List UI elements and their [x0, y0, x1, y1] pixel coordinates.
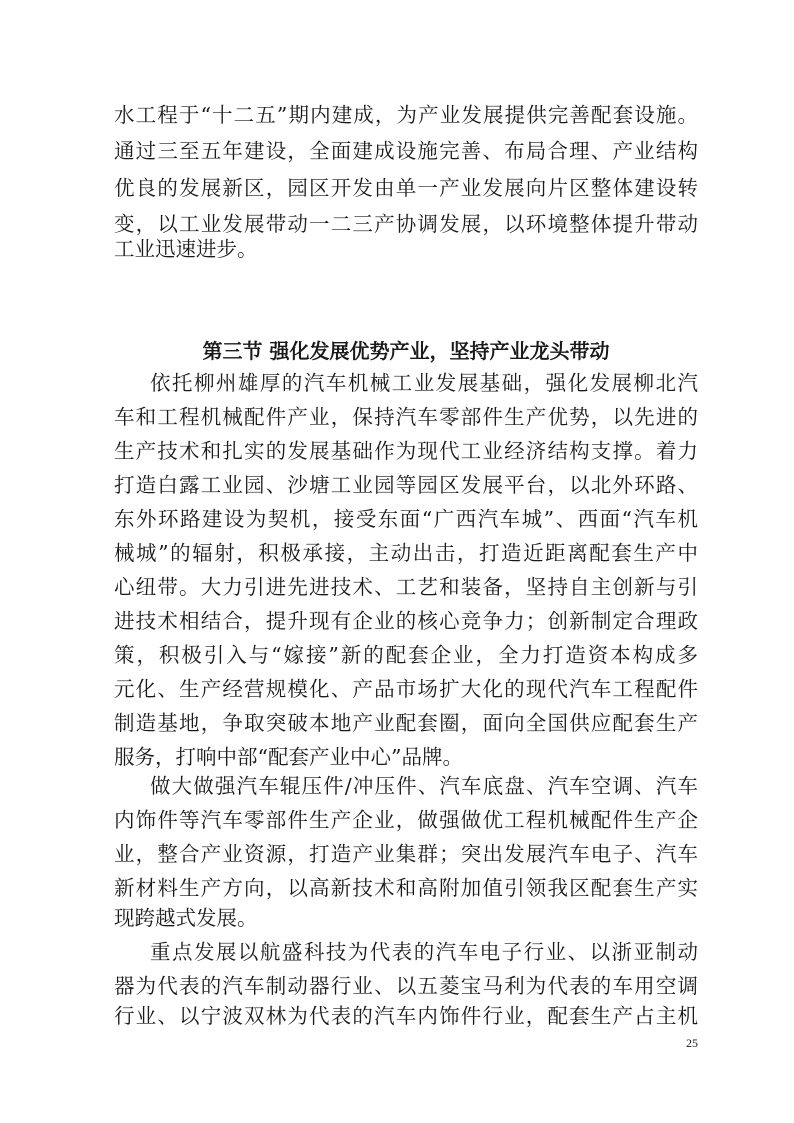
text-line: 心纽带。大力引进先进技术、工艺和装备，坚持自主创新与引: [114, 575, 698, 599]
text-line: 新材料生产方向，以高新技术和高附加值引领我区配套生产实: [114, 876, 698, 900]
text-line: 械城”的辐射，积极承接，主动出击，打造近距离配套生产中: [114, 541, 698, 565]
text-line: 元化、生产经营规模化、产品市场扩大化的现代汽车工程配件: [114, 677, 698, 701]
text-line: 器为代表的汽车制动器行业、以五菱宝马利为代表的车用空调: [114, 974, 698, 998]
text-line: 行业、以宁波双林为代表的汽车内饰件行业，配套生产占主机: [114, 1004, 698, 1028]
text-line: 现跨越式发展。: [114, 906, 258, 930]
text-line: 东外环路建设为契机，接受东面“广西汽车城”、西面“汽车机: [114, 507, 698, 531]
text-line: 做大做强汽车辊压件/冲压件、汽车底盘、汽车空调、汽车: [150, 774, 698, 798]
text-line: 生产技术和扎实的发展基础作为现代工业经济结构支撑。着力: [114, 439, 698, 463]
text-line: 服务，打响中部“配套产业中心”品牌。: [114, 745, 463, 769]
text-line: 依托柳州雄厚的汽车机械工业发展基础，强化发展柳北汽: [150, 371, 698, 395]
text-line: 制造基地，争取突破本地产业配套圈，面向全国供应配套生产: [114, 711, 698, 735]
text-line: 打造白露工业园、沙塘工业园等园区发展平台，以北外环路、: [114, 473, 698, 497]
section-heading: 第三节 强化发展优势产业，坚持产业龙头带动: [202, 339, 610, 363]
text-line: 工业迅速进步。: [114, 237, 258, 261]
text-line: 车和工程机械配件产业，保持汽车零部件生产优势，以先进的: [114, 405, 698, 429]
text-line: 重点发展以航盛科技为代表的汽车电子行业、以浙亚制动: [150, 940, 698, 964]
text-line: 通过三至五年建设，全面建成设施完善、布局合理、产业结构: [114, 139, 698, 163]
text-line: 变，以工业发展带动一二三产协调发展，以环境整体提升带动: [114, 212, 698, 236]
text-line: 业，整合产业资源，打造产业集群；突出发展汽车电子、汽车: [114, 842, 698, 866]
page-number: 25: [686, 1036, 698, 1050]
text-line: 优良的发展新区，园区开发由单一产业发展向片区整体建设转: [114, 176, 698, 200]
text-line: 水工程于“十二五”期内建成，为产业发展提供完善配套设施。: [114, 103, 698, 127]
text-line: 进技术相结合，提升现有企业的核心竞争力；创新制定合理政: [114, 609, 698, 633]
text-line: 策，积极引入与“嫁接”新的配套企业，全力打造资本构成多: [114, 643, 698, 667]
text-line: 内饰件等汽车零部件生产企业，做强做优工程机械配件生产企: [114, 808, 698, 832]
